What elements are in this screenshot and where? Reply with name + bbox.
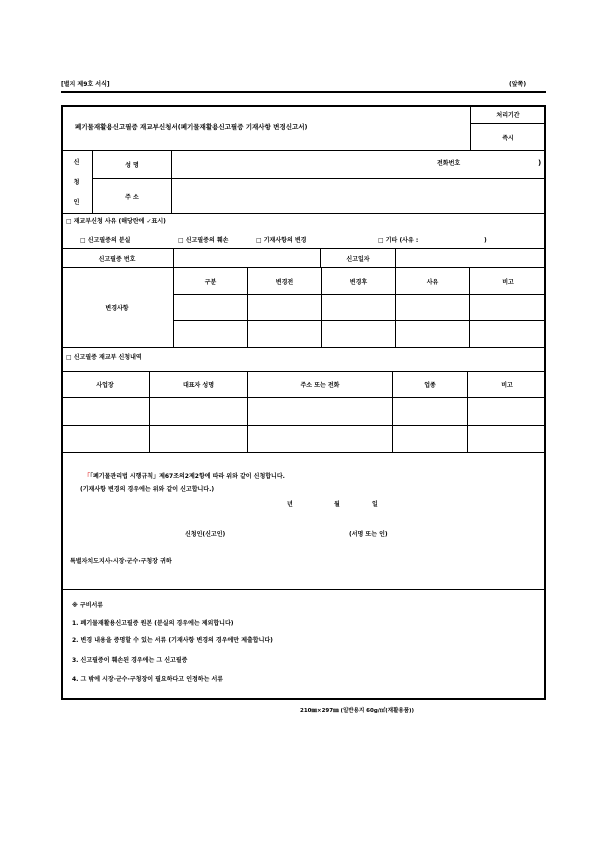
date-day: 일 <box>372 501 378 508</box>
declaration-text-1: 「「폐기물관리법 시행규칙」제67조의2제2항에 따라 위와 같이 신청합니다. <box>84 473 285 480</box>
detail-col-address: 주소 또는 전화 <box>300 382 340 389</box>
processing-period-label: 처리기간 <box>496 112 520 119</box>
name-field[interactable] <box>172 151 422 178</box>
form-number: [별지 제9호 서식] <box>61 81 110 88</box>
change-col-note: 비고 <box>502 278 514 286</box>
cert-number-label: 신고필증 번호 <box>98 255 136 263</box>
change-col-type: 구분 <box>204 278 217 286</box>
attachments-title: ※ 구비서류 <box>72 602 104 609</box>
option-other[interactable]: □ 기타 (사유 : <box>378 237 419 244</box>
option-other-close: ) <box>484 237 487 244</box>
phone-field[interactable] <box>470 151 534 178</box>
option-damaged[interactable]: □ 신고필증의 훼손 <box>178 237 229 244</box>
phone-label: 전화번호 <box>437 160 461 167</box>
processing-period-value: 즉시 <box>502 134 514 142</box>
address-label: 주 소 <box>125 193 139 201</box>
report-date-label: 신고일자 <box>346 255 370 263</box>
change-col-reason: 사유 <box>426 278 439 286</box>
paper-spec: 210㎜×297㎜ (일반용지 60g/㎡(재활용품)) <box>300 708 415 714</box>
applicant-side-1: 신 <box>73 158 80 166</box>
applicant-side-2: 청 <box>73 178 80 186</box>
signer-label: 신청인(신고인) <box>185 531 226 538</box>
attachment-item-1: 1. 폐기물재활용신고필증 원본 (분실의 경우에는 제외합니다) <box>72 620 234 627</box>
recipient: 특별자치도지사·시장·군수·구청장 귀하 <box>70 558 172 565</box>
declaration-text-2: (기재사항 변경의 경우에는 위와 같이 신고합니다.) <box>80 486 215 493</box>
change-col-before: 변경전 <box>275 278 294 286</box>
attachment-item-2: 2. 변경 내용을 증명할 수 있는 서류 (기재사항 변경의 경우에만 제출합니다) <box>72 637 273 644</box>
option-lost[interactable]: □ 신고필증의 분실 <box>80 237 131 244</box>
detail-col-rep: 대표자 성명 <box>182 382 215 389</box>
section1-title: □ 재교부신청 사유 (해당란에 ✓표시) <box>66 218 166 225</box>
phone-suffix: ) <box>538 159 542 167</box>
report-date-field[interactable] <box>396 249 546 267</box>
address-field[interactable] <box>172 179 546 213</box>
attachment-item-4: 4. 그 밖에 시장·군수·구청장이 필요하다고 인정하는 서류 <box>72 676 224 683</box>
applicant-side-3: 인 <box>73 198 80 206</box>
page-side: (앞쪽) <box>509 81 527 88</box>
attachment-item-3: 3. 신고필증이 훼손된 경우에는 그 신고필증 <box>72 657 188 664</box>
option-changed[interactable]: □ 기재사항의 변경 <box>256 237 307 244</box>
change-group-label: 변경사항 <box>105 305 129 312</box>
detail-col-site: 사업장 <box>96 382 114 389</box>
date-month: 월 <box>334 501 340 508</box>
cert-number-field[interactable] <box>174 249 320 267</box>
signer-sign[interactable]: (서명 또는 인) <box>349 531 388 538</box>
detail-col-industry: 업종 <box>424 382 436 389</box>
name-label: 성 명 <box>125 162 139 169</box>
header-rule <box>61 91 546 93</box>
date-year: 년 <box>287 501 293 508</box>
change-col-after: 변경후 <box>349 278 368 286</box>
section3-title: □ 신고필증 재교부 신청내역 <box>66 354 142 361</box>
detail-col-note: 비고 <box>501 382 513 389</box>
form-title: 폐기물재활용신고필증 재교부신청서(폐기물재활용신고필증 기재사항 변경신고서) <box>75 123 308 131</box>
